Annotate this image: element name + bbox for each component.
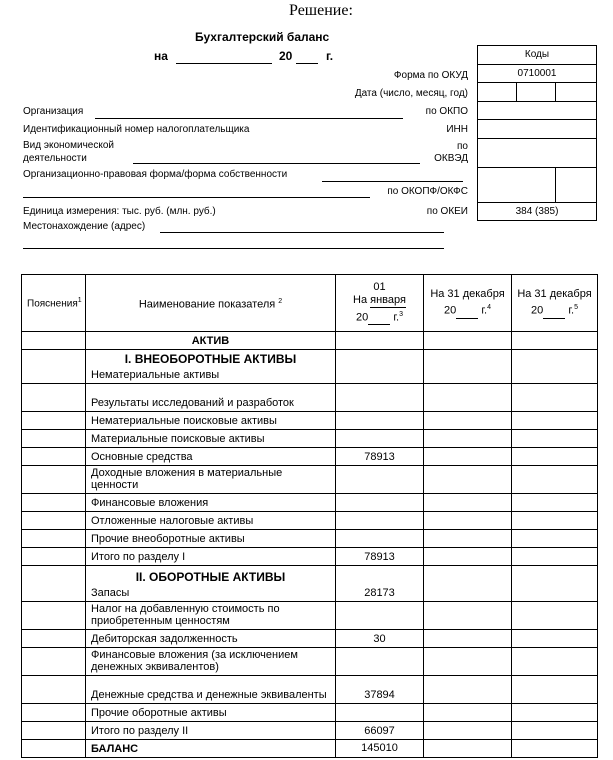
start-value[interactable]: 78913 [336, 548, 424, 566]
codes-header: Коды [478, 46, 597, 65]
value-cell[interactable] [512, 722, 598, 740]
start-value[interactable] [336, 384, 424, 412]
value-cell[interactable] [424, 566, 512, 602]
table-row [22, 630, 598, 648]
balance-label: БАЛАНС [86, 740, 336, 758]
notes-cell[interactable] [22, 630, 86, 648]
col-name-header: Наименование показателя $^2$ [86, 275, 336, 332]
value-cell[interactable] [512, 602, 598, 630]
indicator-name: Основные средства [86, 448, 336, 466]
table-row [22, 430, 598, 448]
value-cell[interactable] [424, 602, 512, 630]
balance-table [21, 274, 598, 758]
balance-row [22, 740, 598, 758]
value-cell[interactable] [424, 630, 512, 648]
table-row [22, 648, 598, 676]
legal-form-input-1[interactable] [322, 181, 463, 182]
indicator-name: Отложенные налоговые активы [86, 512, 336, 530]
value-cell[interactable] [424, 704, 512, 722]
okved-label-2: ОКВЭД [434, 153, 468, 164]
value-cell[interactable] [512, 530, 598, 548]
okud-label: Форма по ОКУД [393, 70, 468, 81]
indicator-name: II. ОБОРОТНЫЕ АКТИВЫ Запасы [86, 566, 336, 602]
table-row [22, 602, 598, 630]
date-label: Дата (число, месяц, год) [354, 88, 468, 99]
start-value[interactable] [336, 412, 424, 430]
start-value[interactable] [336, 494, 424, 512]
okopf-cell[interactable] [478, 167, 556, 202]
value-cell[interactable] [512, 704, 598, 722]
value-cell[interactable] [424, 466, 512, 494]
indicator-name: Итого по разделу II [86, 722, 336, 740]
start-value[interactable] [336, 350, 424, 384]
value-cell[interactable] [424, 350, 512, 384]
legal-form-label: Организационно-правовая форма/форма собственности [23, 169, 288, 180]
notes-cell[interactable] [22, 512, 86, 530]
value-cell[interactable] [424, 530, 512, 548]
table-row [22, 676, 598, 704]
table-row [22, 384, 598, 412]
section-asset-title: АКТИВ [86, 332, 336, 350]
col-end2-header: На 31 декабря 20 г.$^5$ [512, 275, 598, 332]
start-value[interactable]: 28173 [336, 566, 424, 602]
date-year-cell[interactable] [556, 83, 597, 102]
codes-table [477, 45, 597, 221]
start-value[interactable] [336, 704, 424, 722]
value-cell[interactable] [512, 466, 598, 494]
indicator-name: Нематериальные поисковые активы [86, 412, 336, 430]
activity-label-2: деятельности [23, 153, 87, 164]
okved-label-1: по [457, 141, 468, 152]
value-cell[interactable] [512, 448, 598, 466]
unit-label: Единица измерения: тыс. руб. (млн. руб.) [23, 206, 216, 217]
indicator-name: Прочие внеоборотные активы [86, 530, 336, 548]
okud-value: 0710001 [478, 64, 597, 83]
value-cell[interactable] [336, 332, 424, 350]
value-cell[interactable] [512, 566, 598, 602]
value-cell[interactable] [424, 384, 512, 412]
table-row [22, 494, 598, 512]
okopf-label: по ОКОПФ/ОКФС [387, 186, 468, 197]
table-row [22, 566, 598, 602]
value-cell[interactable] [424, 722, 512, 740]
start-value[interactable] [336, 530, 424, 548]
value-cell[interactable] [424, 676, 512, 704]
start-value[interactable]: 78913 [336, 448, 424, 466]
form-year-suffix: г. [326, 49, 334, 63]
address-label: Местонахождение (адрес) [23, 221, 146, 232]
value-cell[interactable] [512, 412, 598, 430]
date-day-cell[interactable] [478, 83, 517, 102]
value-cell[interactable] [512, 384, 598, 412]
indicator-name: Дебиторская задолженность [86, 630, 336, 648]
notes-cell[interactable] [22, 448, 86, 466]
start-value[interactable] [336, 466, 424, 494]
value-cell[interactable] [512, 332, 598, 350]
value-cell[interactable] [512, 512, 598, 530]
section-title: I. ВНЕОБОРОТНЫЕ АКТИВЫ [124, 352, 297, 366]
indicator-name: Налог на добавленную стоимость по приобретенным ценностям [86, 602, 336, 630]
address-input-2[interactable] [23, 248, 444, 249]
value-cell[interactable] [424, 448, 512, 466]
inn-cell[interactable] [478, 120, 597, 139]
start-value[interactable]: 66097 [336, 722, 424, 740]
table-row [22, 512, 598, 530]
inn-label: ИНН [446, 124, 468, 135]
indicator-name: I. ВНЕОБОРОТНЫЕ АКТИВЫ Нематериальные активы [86, 350, 336, 384]
okved-cell[interactable] [478, 138, 597, 167]
notes-cell[interactable] [22, 530, 86, 548]
section-title: II. ОБОРОТНЫЕ АКТИВЫ [135, 570, 286, 584]
form-date-on: на [154, 49, 168, 63]
notes-cell[interactable] [22, 548, 86, 566]
indicator-name: Итого по разделу I [86, 548, 336, 566]
value-cell[interactable] [424, 548, 512, 566]
okei-value: 384 (385) [478, 202, 597, 221]
notes-cell[interactable] [22, 332, 86, 350]
value-cell[interactable] [424, 648, 512, 676]
value-cell[interactable] [424, 332, 512, 350]
legal-form-input-2[interactable] [23, 197, 370, 198]
notes-cell[interactable] [22, 566, 86, 602]
notes-cell[interactable] [22, 602, 86, 630]
notes-cell[interactable] [22, 466, 86, 494]
value-cell[interactable] [512, 648, 598, 676]
table-row [22, 722, 598, 740]
col-notes-header: Пояснения$^1$ [22, 275, 86, 332]
value-cell[interactable] [512, 548, 598, 566]
organization-label: Организация [23, 106, 84, 117]
table-row [22, 704, 598, 722]
value-cell[interactable] [512, 350, 598, 384]
table-row [22, 548, 598, 566]
value-cell[interactable] [512, 494, 598, 512]
start-value[interactable]: 30 [336, 630, 424, 648]
value-cell[interactable] [512, 676, 598, 704]
start-value[interactable] [336, 648, 424, 676]
section-1-body [22, 332, 598, 566]
indicator-name: Материальные поисковые активы [86, 430, 336, 448]
table-row [22, 448, 598, 466]
start-value[interactable] [336, 512, 424, 530]
address-input-1[interactable] [160, 232, 444, 233]
notes-cell[interactable] [22, 740, 86, 758]
value-cell[interactable] [424, 412, 512, 430]
table-row [22, 412, 598, 430]
value-cell[interactable] [424, 494, 512, 512]
table-row [22, 530, 598, 548]
notes-cell[interactable] [22, 430, 86, 448]
activity-input[interactable] [133, 163, 420, 164]
okpo-label: по ОКПО [425, 106, 468, 117]
section-2-body [22, 566, 598, 740]
value-cell[interactable] [424, 740, 512, 758]
form-date-blank[interactable] [176, 63, 272, 64]
table-row [22, 350, 598, 384]
indicator-name: Финансовые вложения (за исключением денежных эквивалентов) [86, 648, 336, 676]
indicator-name: Доходные вложения в материальные ценности [86, 466, 336, 494]
okfs-cell[interactable] [556, 167, 597, 202]
indicator-name: Результаты исследований и разработок [86, 384, 336, 412]
start-value[interactable]: 37894 [336, 676, 424, 704]
value-cell[interactable] [424, 430, 512, 448]
indicator-name: Прочие оборотные активы [86, 704, 336, 722]
solution-heading: Решение: [289, 2, 353, 19]
notes-cell[interactable] [22, 494, 86, 512]
start-value[interactable] [336, 602, 424, 630]
value-cell[interactable] [512, 630, 598, 648]
value-cell[interactable] [512, 430, 598, 448]
inn-field-label: Идентификационный номер налогоплательщика [23, 124, 250, 135]
col-start-header: 01 На января 20 г.$^3$ [336, 275, 424, 332]
col-end1-header: На 31 декабря 20 г.$^4$ [424, 275, 512, 332]
organization-input[interactable] [95, 118, 403, 119]
indicator-name: Финансовые вложения [86, 494, 336, 512]
notes-cell[interactable] [22, 722, 86, 740]
notes-cell[interactable] [22, 704, 86, 722]
indicator-name: Денежные средства и денежные эквиваленты [86, 676, 336, 704]
table-row [22, 466, 598, 494]
value-cell[interactable] [512, 740, 598, 758]
start-value[interactable] [336, 430, 424, 448]
notes-cell[interactable] [22, 412, 86, 430]
notes-cell[interactable] [22, 648, 86, 676]
notes-cell[interactable] [22, 350, 86, 384]
okei-label: по ОКЕИ [426, 206, 468, 217]
notes-cell[interactable] [22, 676, 86, 704]
balance-value: 145010 [336, 740, 424, 758]
activity-label-1: Вид экономической [23, 140, 114, 151]
table-header-row [22, 275, 598, 332]
date-month-cell[interactable] [517, 83, 556, 102]
form-year-prefix: 20 [279, 49, 293, 63]
form-year-blank[interactable] [296, 63, 318, 64]
form-title: Бухгалтерский баланс [195, 30, 330, 44]
okpo-cell[interactable] [478, 101, 597, 120]
value-cell[interactable] [424, 512, 512, 530]
notes-cell[interactable] [22, 384, 86, 412]
